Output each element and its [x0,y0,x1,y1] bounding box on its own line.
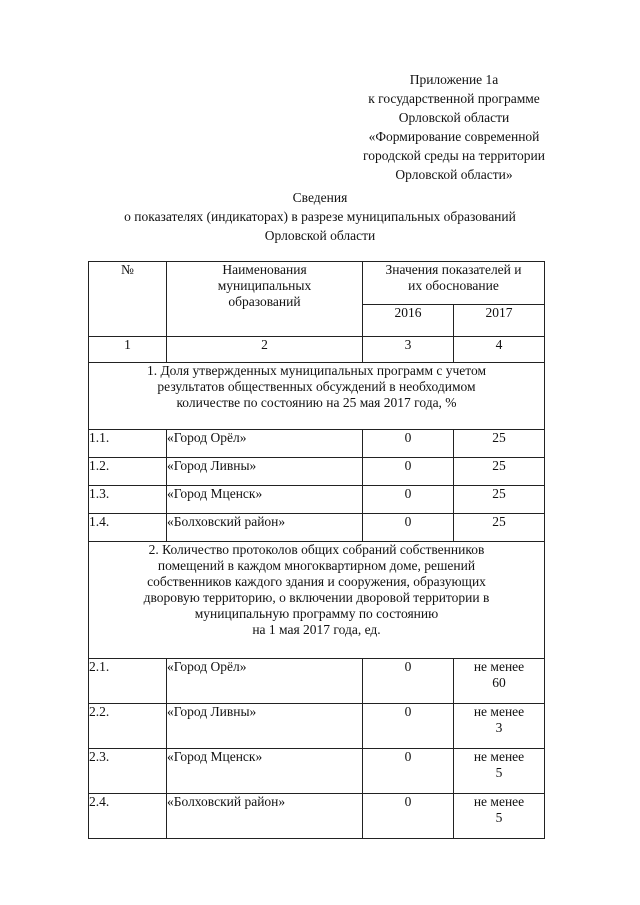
row-value-2017: 25 [454,514,545,542]
header-year-2016: 2016 [363,305,454,337]
row-index: 1.1. [89,430,167,458]
column-number: 4 [454,337,545,363]
row-index: 2.2. [89,704,167,749]
header-values-line: их обоснование [408,278,499,293]
header-values [363,262,545,305]
table-row [89,430,545,458]
table-row [89,458,545,486]
header-name [167,262,363,337]
value-line: 60 [492,675,506,690]
row-index: 1.3. [89,486,167,514]
row-value-2016: 0 [363,514,454,542]
row-value-2016: 0 [363,794,454,839]
row-value-2016: 0 [363,458,454,486]
appendix-line: «Формирование современной [368,129,540,144]
row-value-2016: 0 [363,659,454,704]
value-line: 5 [495,810,503,825]
row-value-2017: 25 [454,486,545,514]
title-line: Сведения [292,190,348,205]
section-line: собственников каждого здания и сооружения, образующих [147,574,486,589]
table-row [89,704,545,749]
column-number: 2 [167,337,363,363]
appendix-line: Орловской области [398,110,510,125]
row-value-2016: 0 [363,749,454,794]
row-index: 1.2. [89,458,167,486]
row-value-2017 [454,704,545,749]
value-line: 3 [495,720,503,735]
row-name: «Город Мценск» [167,486,363,514]
table-row [89,749,545,794]
appendix-line: городской среды на территории [363,148,545,163]
table-row [89,794,545,839]
table-row [89,486,545,514]
section-line: дворовую территорию, о включении дворовой территории в [143,590,490,605]
section-line: 2. Количество протоколов общих собраний собственников [148,542,485,557]
row-value-2016: 0 [363,486,454,514]
row-index: 2.4. [89,794,167,839]
header-name-line: образований [228,294,301,309]
appendix-heading [336,70,572,184]
value-line: не менее [473,659,525,674]
row-value-2017 [454,659,545,704]
table-row [89,659,545,704]
row-value-2017: 25 [454,458,545,486]
row-name: «Болховский район» [167,794,363,839]
row-index: 2.3. [89,749,167,794]
row-name: «Город Орёл» [167,659,363,704]
value-line: 5 [495,765,503,780]
row-name: «Город Ливны» [167,704,363,749]
section-1-heading [89,363,545,430]
title-line: Орловской области [264,228,376,243]
appendix-line: Приложение 1а [409,72,499,87]
row-index: 1.4. [89,514,167,542]
column-number: 1 [89,337,167,363]
value-line: не менее [473,704,525,719]
row-name: «Город Ливны» [167,458,363,486]
section-line: количестве по состоянию на 25 мая 2017 года, % [176,395,457,410]
appendix-line: к государственной программе [368,91,540,106]
section-2-heading [89,542,545,659]
section-line: результатов общественных обсуждений в необходимом [157,379,476,394]
header-name-line: муниципальных [217,278,312,293]
row-name: «Город Орёл» [167,430,363,458]
row-value-2016: 0 [363,430,454,458]
header-name-line: Наименования [222,262,307,277]
header-year-2017: 2017 [454,305,545,337]
row-value-2017 [454,749,545,794]
row-index: 2.1. [89,659,167,704]
section-line: помещений в каждом многоквартирном доме, решений [157,558,476,573]
row-name: «Город Мценск» [167,749,363,794]
row-value-2017: 25 [454,430,545,458]
row-value-2017 [454,794,545,839]
section-line: муниципальную программу по состоянию [194,606,439,621]
table-row [89,514,545,542]
header-number: № [89,262,167,337]
column-number: 3 [363,337,454,363]
appendix-line: Орловской области» [395,167,513,182]
document-title [0,188,640,245]
header-values-line: Значения показателей и [385,262,522,277]
row-name: «Болховский район» [167,514,363,542]
row-value-2016: 0 [363,704,454,749]
section-line: 1. Доля утвержденных муниципальных программ с учетом [146,363,487,378]
section-line: на 1 мая 2017 года, ед. [252,622,381,637]
indicators-table [88,261,545,839]
title-line: о показателях (индикаторах) в разрезе муниципальных образований [124,209,516,224]
value-line: не менее [473,749,525,764]
value-line: не менее [473,794,525,809]
